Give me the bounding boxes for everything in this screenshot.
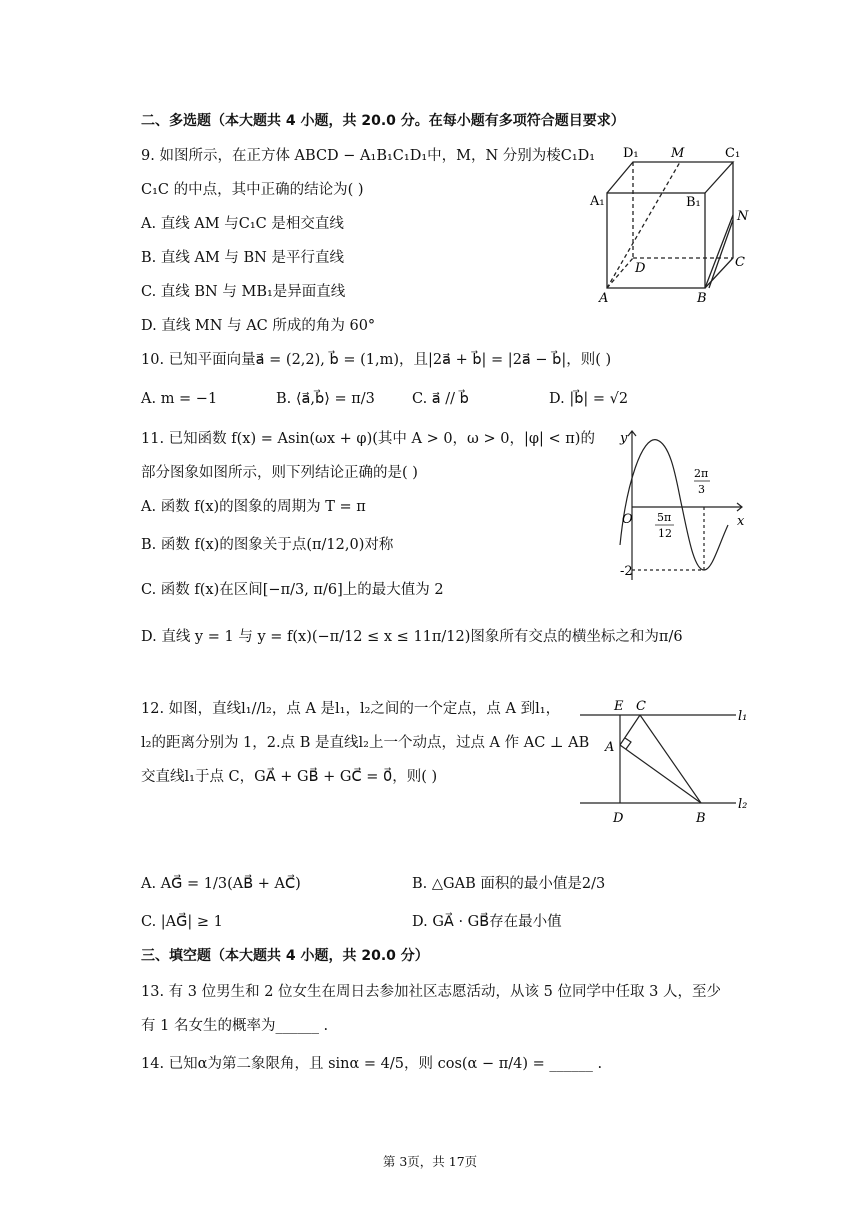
q12-option-b: B. △GAB 面积的最小值是2/3 — [412, 876, 606, 892]
line-l2-label: l₂ — [738, 797, 748, 812]
sine-graph-figure — [612, 425, 752, 595]
page-footer: 第 3页，共 17页 — [382, 1154, 478, 1169]
label-d1: D₁ — [623, 146, 639, 161]
q10-option-c: C. a⃗ // b⃗ — [412, 391, 469, 407]
q13-line1: 13. 有 3 位男生和 2 位女生在周日去参加社区志愿活动，从该 5 位同学中任取 3 人，至少 — [141, 984, 721, 1000]
q9-stem-line1: 9. 如图所示，在正方体 ABCD − A₁B₁C₁D₁中，M，N 分别为棱C₁D₁ — [141, 148, 596, 164]
section-heading-fill-in: 三、填空题（本大题共 4 小题，共 20.0 分） — [141, 948, 429, 964]
axis-y-label: y — [620, 431, 628, 446]
label-m: M — [671, 146, 685, 161]
q12-stem-line3: 交直线l₁于点 C，GA⃗ + GB⃗ + GC⃗ = 0⃗，则( ) — [141, 769, 438, 785]
min-value-label: -2 — [620, 564, 633, 579]
label-c: C — [735, 255, 745, 270]
tick-5pi-num: 5π — [657, 511, 672, 524]
label-a1: A₁ — [590, 194, 605, 209]
q10-stem: 10. 已知平面向量a⃗ = (2,2), b⃗ = (1,m)，且|2a⃗ + b⃗| = |2a⃗ − b⃗|，则( ) — [141, 352, 612, 368]
q9-option-d: D. 直线 MN 与 AC 所成的角为 60° — [141, 318, 376, 334]
q12-stem-line2: l₂的距离分别为 1，2.点 B 是直线l₂上一个动点，过点 A 作 AC ⊥ AB — [141, 735, 590, 751]
q10-option-a: A. m = −1 — [141, 391, 218, 407]
q9-option-c: C. 直线 BN 与 MB₁是异面直线 — [141, 284, 346, 300]
tick-5pi-den: 12 — [658, 527, 672, 540]
line-l1-label: l₁ — [738, 709, 748, 724]
label-c1: C₁ — [725, 146, 741, 161]
q11-stem-line1: 11. 已知函数 f(x) = Asin(ωx + φ)(其中 A > 0，ω > 0，|φ| < π)的 — [141, 431, 595, 447]
tick-2pi-num: 2π — [694, 467, 709, 480]
q12-stem-line1: 12. 如图，直线l₁//l₂，点 A 是l₁，l₂之间的一个定点，点 A 到l₁， — [141, 701, 561, 717]
q11-option-b: B. 函数 f(x)的图象关于点(π/12,0)对称 — [141, 537, 394, 553]
origin-label: O — [622, 512, 633, 527]
q11-stem-line2: 部分图象如图所示，则下列结论正确的是( ) — [141, 465, 418, 481]
tick-2pi-den: 3 — [698, 483, 705, 496]
q12-option-a: A. AG⃗ = 1/3(AB⃗ + AC⃗) — [141, 876, 301, 892]
section-heading-multiple-choice: 二、多选题（本大题共 4 小题，共 20.0 分。在每小题有多项符合题目要求） — [141, 113, 625, 129]
q11-option-d: D. 直线 y = 1 与 y = f(x)(−π/12 ≤ x ≤ 11π/12)图象所有交点的横坐标之和为π/6 — [141, 629, 683, 645]
parallel-lines-figure — [578, 695, 758, 830]
label-b: B — [697, 291, 707, 306]
point-b-label: B — [696, 811, 706, 826]
cube-figure — [585, 140, 760, 315]
q10-option-b: B. ⟨a⃗,b⃗⟩ = π/3 — [276, 391, 375, 407]
q10-option-d: D. |b⃗| = √2 — [549, 391, 629, 407]
axis-x-label: x — [737, 514, 745, 529]
q12-option-d: D. GA⃗ · GB⃗存在最小值 — [412, 914, 562, 930]
q9-stem-line2: C₁C 的中点，其中正确的结论为( ) — [141, 182, 364, 198]
q13-line2: 有 1 名女生的概率为______ . — [141, 1018, 329, 1034]
q11-option-a: A. 函数 f(x)的图象的周期为 T = π — [141, 499, 366, 515]
q14-line1: 14. 已知α为第二象限角，且 sinα = 4/5，则 cos(α − π/4) = ______ . — [141, 1056, 603, 1072]
label-b1: B₁ — [686, 195, 701, 210]
label-a: A — [599, 291, 609, 306]
point-c-label: C — [636, 699, 646, 714]
label-d: D — [635, 261, 646, 276]
point-a-label: A — [605, 740, 615, 755]
point-d-label: D — [613, 811, 624, 826]
point-e-label: E — [614, 699, 624, 714]
q9-option-b: B. 直线 AM 与 BN 是平行直线 — [141, 250, 344, 266]
label-n: N — [737, 209, 749, 224]
q9-option-a: A. 直线 AM 与C₁C 是相交直线 — [141, 216, 344, 232]
q12-option-c: C. |AG⃗| ≥ 1 — [141, 914, 223, 930]
q11-option-c: C. 函数 f(x)在区间[−π/3, π/6]上的最大值为 2 — [141, 582, 444, 598]
